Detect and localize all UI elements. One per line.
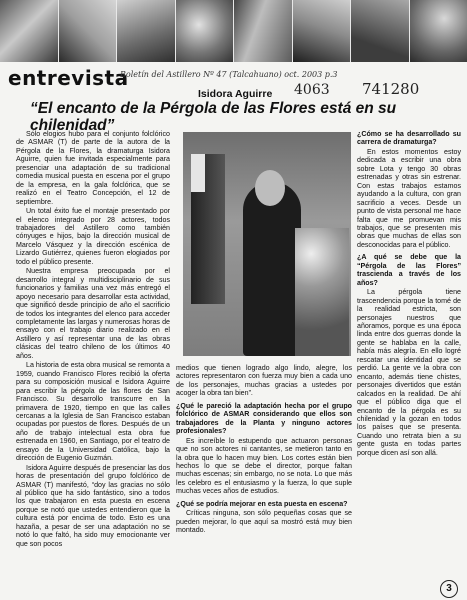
header-banner <box>0 0 467 62</box>
flowers-graphic <box>295 228 349 356</box>
handwritten-number: 4063 <box>294 82 330 98</box>
answer: En estos momentos estoy dedicada a escribir una obra sobre Lota y tengo 30 obras estrenadas y otras sin estrenar. Con estas trabajos estamos ayudando a la cultura, con gran sacrificio a veces. Desde un punto de vista personal me hace falta que me promuevan mis trabajos, que se presenten mis obras que muchas de ellas son desconocidas para el público. <box>357 147 461 249</box>
paragraph: medios que tienen logrado algo lindo, alegre, los actores representaron con fuerza muy bien a cada uno de los personajes, muchas gracias a ustedes por acoger la obra tan bien”. <box>176 364 352 398</box>
page-number: 3 <box>440 580 458 598</box>
article-column-3 <box>357 130 461 585</box>
handwritten-number: 741280 <box>362 80 420 98</box>
person-figure <box>243 182 301 356</box>
byline: Isidora Aguirre <box>198 88 273 100</box>
banner-photo <box>234 0 293 62</box>
paragraph: La historia de esta obra musical se remonta a 1959, cuando Francisco Flores recibió la oferta para su composición musical e Isidora Aguirre para escribir la pérgola de las flores de San Francisco. Su desarrollo transcurre en la primavera de 1920, tiempo en que las calles cercanas a la Iglesia de San Francisco estaban ocupadas por puestos de flores. Después de un año de trabajo intelectual esta obra fue estrenada en 1960, en Santiago, por el teatro de ensayo de la Universidad Católica, bajo la dirección de Eugenio Guzmán. <box>16 361 170 463</box>
section-label: entrevista <box>8 66 129 90</box>
paragraph: Sólo elogios hubo para el conjunto folclórico de ASMAR (T) de parte de la autora de la Pérgola de la Flores, la dramaturga Isidora Aguirre, quien fue invitada especialmente para presenciar una adaptación de su tradicional comedia musical puesta en escena por el grupo de la empresa, en la gala folclórica, que se realizó en el Teatro Concepción, el 12 de septiembre. <box>16 130 170 206</box>
handwritten-source-note: Boletín del Astillero Nº 47 (Talcahuano) oct. 2003 p.3 <box>120 70 338 79</box>
flag-graphic <box>191 154 205 192</box>
answer: Es increíble lo estupendo que actuaron personas que no son actores ni cantantes, se metieron tanto en la obra que lo hacen muy bien. Los cortes están bien hechos lo que se debe el director, porque faltan muchas escenas; sin embargo, no se nota. Lo que más les celebro es el entusiasmo y la fuerza, lo que suple muchas veces años de estudios. <box>176 436 352 496</box>
banner-photo <box>293 0 352 62</box>
question: ¿Cómo se ha desarrollado su carrera de dramaturga? <box>357 130 461 147</box>
answer: La pérgola tiene trascendencia porque la tomé de la realidad estricta, son personajes nuestros que añoramos, porque es una época linda entre dos guerras donde la gente se hablaba en la calle, había más alegría. En ello logré rescatar una identidad que se perdió. La gente ve la obra con encanto, además tiene chistes, personajes divertidos que están calcados en la realidad. De ahí que el público diga que el encanto de la pérgola es su chilenidad y la gozan en todos los países que se presenta. Cuando uno retrata bien a su gente gusta en todas partes porque dicen así son allá. <box>357 288 461 457</box>
banner-photo <box>351 0 410 62</box>
paragraph: Isidora Aguirre después de presenciar las dos horas de presentación del grupo folclórico de ASMAR (T) manifestó, “doy las gracias no sólo al público que ha sido fantástico, sino a todos los que trabajaron en esta puesta en escena porque se notó que ustedes entendieron que la cultura está por encima de todo. Esto es una hazaña, a pesar de ser una adaptación no se notó lo que faltó, ha sido muy emocionante ver que son pocos <box>16 463 170 548</box>
paragraph: Nuestra empresa preocupada por el desarrollo integral y multidisciplinario de sus funcionarios y familias una vez más entregó el apoyo necesario para desarrollar esta actividad, que significó desde principio de año el sacrificio de todos los integrantes del elenco para acceder completamente las largas y numerosas horas de ensayo con el trabajo diario realizado en el Astillero y así representar una de las obras clásicas del teatro chileno de los últimos 40 años. <box>16 267 170 360</box>
interview-photo <box>183 132 351 356</box>
question: ¿A qué se debe que la “Pérgola de las Flores” trascienda a través de los años? <box>357 253 461 287</box>
banner-photo <box>117 0 176 62</box>
article-column-2 <box>176 364 352 585</box>
answer: Críticas ninguna, son sólo pequeñas cosas que se pueden mejorar, lo que aquí sa mostró está muy bien montado. <box>176 509 352 535</box>
person-figure <box>255 170 285 206</box>
banner-photo <box>410 0 467 62</box>
headline: “El encanto de la Pérgola de las Flores está en su chilenidad” <box>30 100 397 134</box>
paragraph: Un total éxito fue el montaje presentado por el elenco integrado por 28 actores, todos trabajadores del Astillero como también cónyuges e hijos, bajo la dirección musical de Marcelo Vásquez y la dirección escénica de Lizardo Gutiérrez, quienes fueron elogiados por todo el público presente. <box>16 207 170 266</box>
banner-photo <box>59 0 118 62</box>
question: ¿Qué se podría mejorar en esta puesta en escena? <box>176 499 348 508</box>
article-column-1 <box>16 130 170 585</box>
question: ¿Qué le pareció la adaptación hecha por el grupo folclórico de ASMAR considerando que ellos son trabajadores de la Planta y ninguno actores profesionales? <box>176 401 352 436</box>
banner-photo <box>176 0 235 62</box>
banner-photo <box>0 0 59 62</box>
